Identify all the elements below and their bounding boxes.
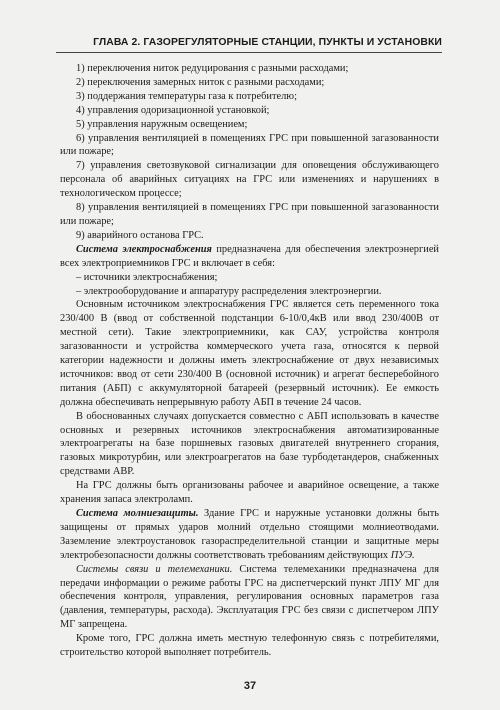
- power-dash-item: – источники электроснабжения;: [76, 271, 218, 283]
- power-paragraph: Основным источником электроснабжения ГРС является сеть переменного тока 230/400 В (ввод от собственной подстанции 6-10/0,4кВ или ввод 230/400В от местной сети). Такие электроприемники, как САУ, устройства контроля загазованности и устройства коммерческого учета газа, относятся к первой категории надежности и должны иметь электроснабжение от двух независимых источников: ввод от сети 230/400 В (основной источник) и агрегат бесперебойного питания (АБП) с аккумуляторной батареей (резервный источник). Ее емкость должна обеспечивать непрерывную работу АБП в течение 24 часов.: [60, 299, 439, 408]
- page-number: 37: [243, 680, 257, 692]
- comms-paragraph: Кроме того, ГРС должна иметь местную телефонную связь с потребителями, строительство которой выполняет потребитель.: [60, 633, 439, 659]
- list-item: 3) поддержания температуры газа к потребителю;: [76, 90, 297, 102]
- lightning-term: Система молниезащиты.: [76, 508, 199, 519]
- list-item: 4) управления одоризационной установкой;: [76, 104, 270, 116]
- running-header: [56, 37, 442, 53]
- comms-paragraph: [60, 563, 439, 633]
- lightning-paragraph: [60, 507, 439, 563]
- list-item: 9) аварийного останова ГРС.: [76, 229, 204, 241]
- chapter-label: ГЛАВА 2.: [93, 37, 141, 48]
- lightning-tail: ПУЭ.: [390, 549, 415, 561]
- list-item: 5) управления наружным освещением;: [76, 118, 248, 130]
- list-item: 1) переключения ниток редуцирования с разными расходами;: [76, 63, 349, 74]
- power-dash-item: – электрооборудование и аппаратуру распределения электроэнергии.: [76, 285, 382, 297]
- power-intro-text: предназначена для обеспечения электроэнергией всех электроприемников ГРС и включает в себя:: [60, 243, 439, 269]
- power-paragraph: На ГРС должны быть организованы рабочее и аварийное освещение, а также хранения запаса электроламп.: [60, 480, 439, 506]
- power-paragraph: В обоснованных случаях допускается совместно с АБП использовать в качестве основных и резервных источников электроснабжения автоматизированные электроагрегаты на базе поршневых газовых двигателей внутреннего сгорания, газовых микротурбин, или электроагрегатов на базе турбодетандеров, снабженных средствами АВР.: [60, 410, 439, 478]
- list-item: 7) управления светозвуковой сигнализации для оповещения обслуживающего персонала об аварийных ситуациях на ГРС или изменениях и нарушениях в технологическом процессе;: [60, 160, 439, 200]
- comms-term: Системы связи и телемеханики.: [76, 563, 233, 575]
- list-item: 6) управления вентиляцией в помещениях ГРС при повышенной загазованности или пожаре;: [60, 132, 439, 158]
- list-item: 2) переключения замерных ниток с разными расходами;: [76, 76, 325, 88]
- page-body: [60, 62, 439, 660]
- power-intro-paragraph: [60, 243, 439, 271]
- comms-text: Система телемеханики предназначена для передачи информации о режиме работы ГРС на диспетчерский пункт ЛПУ МГ для обеспечения контроля, управления, регулирования основных параметров газа (давления, температуры, расхода). Эксплуатация ГРС без связи с диспетчером ЛПУ МГ запрещена.: [60, 563, 440, 631]
- lightning-text: Здание ГРС и наружные установки должны быть защищены от прямых ударов молний отдельно стоящими молниеотводами. Заземление электроустановок газораспределительной станции и защитные меры электробезопасности должны соответствовать требованиям действующих: [60, 508, 440, 561]
- chapter-title: ГАЗОРЕГУЛЯТОРНЫЕ СТАНЦИИ, ПУНКТЫ И УСТАНОВКИ: [143, 37, 442, 48]
- list-item: 8) управления вентиляцией в помещениях ГРС при повышенной загазованности или пожаре;: [60, 202, 439, 227]
- power-term: Система электроснабжения: [76, 243, 212, 255]
